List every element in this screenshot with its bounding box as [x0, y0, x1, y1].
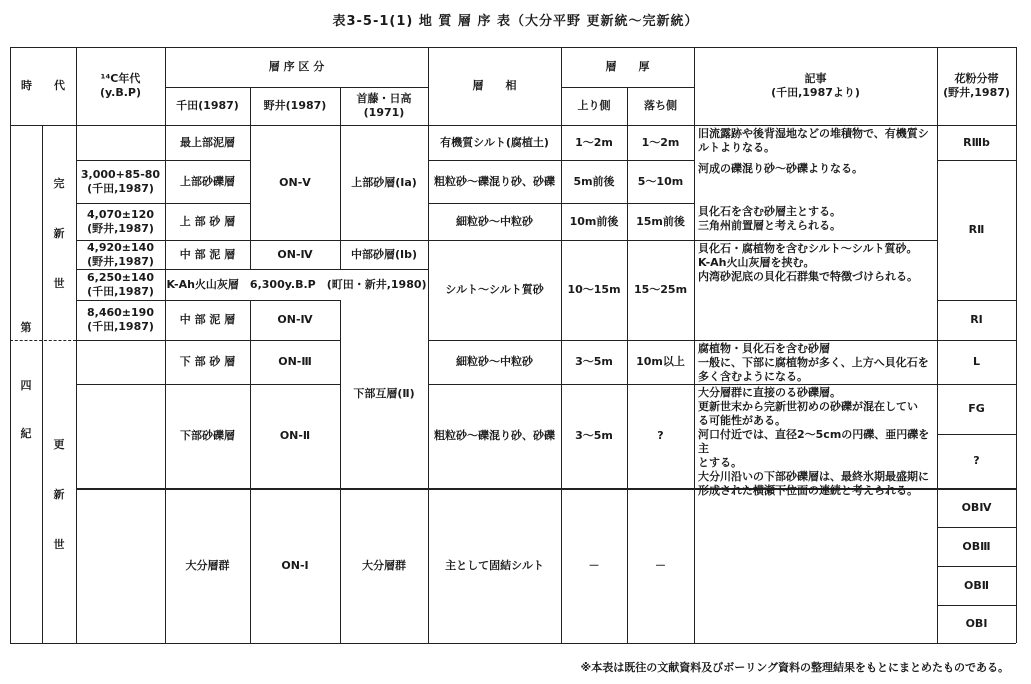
r2-ochi: 5～10m — [637, 174, 684, 188]
header-agari: 上り側 — [577, 99, 611, 112]
header-notes: 記事 (千田,1987より) — [771, 72, 860, 99]
r6-chida: 中 部 泥 層 — [179, 313, 236, 326]
merged-note-silt: 貝化石・腐植物を含むシルト～シルト質砂。 K-Ah火山灰層を挟む。 内湾砂泥底の貝化石群集で特徴づけられる。 — [698, 242, 918, 283]
r7-chida: 下 部 砂 層 — [179, 355, 236, 368]
r2-c14: 3,000+85-80 (千田,1987) — [80, 167, 161, 195]
r4-noi: ON-Ⅳ — [277, 247, 313, 261]
era-holocene-1: 完 — [53, 177, 65, 190]
r1-ochi: 1～2m — [641, 135, 680, 149]
r5-kah-tephra: K-Ah火山灰層 6,300y.B.P (町田・新井,1980) — [166, 277, 427, 291]
r2-agari: 5m前後 — [573, 174, 615, 188]
header-noi: 野井(1987) — [263, 99, 327, 112]
r3-c14: 4,070±120 (野井,1987) — [87, 207, 154, 235]
r1-chida: 最上部泥層 — [180, 135, 235, 149]
era-pleistocene-1: 更 — [53, 438, 65, 451]
merged-shubo-ia: 上部砂層(Ⅰa) — [351, 175, 417, 189]
merged-facies-silt: シルト～シルト質砂 — [445, 283, 544, 296]
era-period-3: 紀 — [20, 427, 32, 440]
header-c14: ¹⁴C年代 (y.B.P) — [99, 72, 142, 99]
r9-pollen-obi: OBⅠ — [965, 617, 988, 630]
r8-note: 大分層群に直接のる砂礫層。 更新世末から完新世初めの砂礫が混在してい る可能性がある。 河口付近では、直径2～5cmの円礫、亜円礫を主 とする。 大分川沿いの下部砂礫層は、最終氷期最盛期に 形成された横瀬下位面の連続と考えられる。 — [698, 386, 930, 497]
r3-facies: 細粒砂～中粒砂 — [456, 214, 533, 228]
r1-agari: 1～2m — [575, 135, 613, 149]
r7-ochi: 10m以上 — [636, 355, 685, 368]
r7-facies: 細粒砂～中粒砂 — [456, 355, 533, 368]
r8-ochi: ? — [657, 429, 664, 442]
r3-chida: 上 部 砂 層 — [179, 214, 236, 228]
r9-facies: 主として固結シルト — [445, 558, 544, 572]
r9-agari: － — [588, 558, 600, 572]
merged-ochi: 15～25m — [633, 283, 688, 296]
r7-pollen: L — [972, 355, 980, 368]
r9-pollen-obii: OBⅡ — [964, 578, 989, 592]
r6-pollen: RⅠ — [970, 313, 983, 326]
merged-agari: 10～15m — [567, 283, 621, 296]
r1-facies: 有機質シルト(腐植土) — [440, 135, 549, 149]
rule — [10, 47, 11, 643]
r9-shubo: 大分層群 — [362, 558, 406, 572]
era-period-1: 第 — [20, 321, 32, 334]
era-pleistocene-3: 世 — [53, 538, 65, 551]
r7-agari: 3～5m — [575, 355, 613, 368]
rule — [42, 125, 43, 643]
r2-note: 河成の礫混り砂～砂礫よりなる。 — [698, 162, 863, 175]
rule — [10, 643, 1016, 644]
r1-pollen: RⅢb — [963, 135, 990, 149]
r4-shubo: 中部砂層(Ⅰb) — [350, 247, 418, 261]
r3-ochi: 15m前後 — [636, 214, 685, 228]
r7-noi: ON-Ⅲ — [278, 355, 312, 368]
r8-pollen-fg: FG — [968, 402, 985, 415]
header-facies: 層 相 — [472, 79, 517, 92]
header-era: 時 代 — [21, 79, 65, 92]
r8-pollen-unknown: ? — [973, 454, 980, 467]
merged-shubo-ii: 下部互層(Ⅱ) — [353, 387, 415, 400]
footnote: ※本表は既往の文献資料及びボーリング資料の整理結果をもとにまとめたものである。 — [580, 661, 1009, 674]
r9-ochi: － — [655, 558, 666, 572]
header-sojo: 層 序 区 分 — [268, 60, 325, 73]
era-holocene-2: 新 — [53, 227, 65, 240]
r8-facies: 粗粒砂～礫混り砂、砂礫 — [434, 429, 555, 442]
r3-agari: 10m前後 — [569, 214, 619, 228]
r8-noi: ON-Ⅱ — [279, 429, 311, 442]
r5-c14: 6,250±140 (千田,1987) — [87, 270, 154, 298]
r3-note: 貝化石を含む砂層主とする。 三角州前置層と考えられる。 — [698, 205, 841, 232]
era-pleistocene-2: 新 — [53, 488, 65, 501]
merged-pollen-r2: RⅡ — [968, 223, 985, 236]
r9-pollen-obiv: OBⅣ — [961, 500, 992, 514]
r8-chida: 下部砂礫層 — [180, 429, 235, 442]
era-holocene-3: 世 — [53, 277, 65, 290]
r9-chida: 大分層群 — [185, 558, 230, 572]
header-ochi: 落ち側 — [644, 99, 677, 112]
r2-facies: 粗粒砂～礫混り砂、砂礫 — [434, 174, 555, 188]
merged-noi-onv: ON-Ⅴ — [279, 175, 311, 189]
era-divider — [10, 340, 76, 341]
header-thickness: 層 厚 — [605, 60, 650, 73]
header-chida: 千田(1987) — [176, 99, 239, 112]
r2-chida: 上部砂礫層 — [180, 174, 235, 188]
header-pollen: 花粉分帯 (野井,1987) — [943, 72, 1010, 99]
header-shubo: 首藤・日高 (1971) — [356, 92, 412, 119]
r9-noi: ON-Ⅰ — [281, 558, 309, 572]
r6-c14: 8,460±190 (千田,1987) — [87, 306, 154, 333]
rule — [76, 47, 77, 643]
table-title: 表3-5-1(1) 地 質 層 序 表（大分平野 更新統～完新統） — [332, 14, 699, 29]
rule — [1016, 47, 1017, 643]
era-period-2: 四 — [20, 379, 32, 392]
r6-noi: ON-Ⅳ — [277, 313, 313, 326]
r4-chida: 中 部 泥 層 — [179, 247, 236, 261]
r1-note: 旧流露跡や後背湿地などの堆積物で、有機質シ ルトよりなる。 — [698, 127, 929, 154]
r7-note: 腐植物・貝化石を含む砂層 一般に、下部に腐植物が多く、上方へ貝化石を 多く含むようになる。 — [698, 342, 929, 383]
r4-c14: 4,920±140 (野井,1987) — [87, 240, 154, 268]
r8-agari: 3～5m — [575, 429, 613, 442]
r9-pollen-obiii: OBⅢ — [962, 539, 991, 553]
